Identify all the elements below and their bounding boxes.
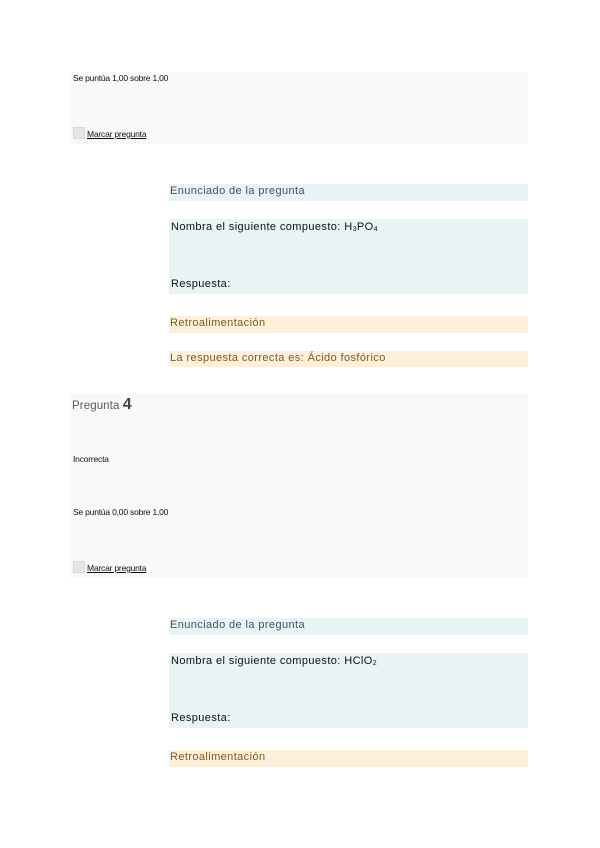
question-4-formula-part: HClO: [344, 655, 373, 667]
question-4-label: Pregunta: [72, 400, 120, 412]
flag-checkbox-icon[interactable]: [73, 561, 85, 573]
question-4-number: [72, 396, 132, 414]
question-3-stem-heading: Enunciado de la pregunta: [169, 184, 528, 201]
flag-question-link[interactable]: Marcar pregunta: [87, 129, 147, 139]
flag-question-link[interactable]: Marcar pregunta: [87, 563, 147, 573]
question-3-text: [171, 221, 378, 233]
question-4-stem-heading: Enunciado de la pregunta: [169, 618, 528, 635]
question-3-correct-answer: La respuesta correcta es: Ácido fosfórico: [169, 351, 528, 367]
question-3-formula-subscript: 3: [352, 226, 357, 233]
question-3-formula-part: PO: [356, 221, 374, 233]
question-4-info: [71, 393, 528, 578]
question-4-grade: Se puntúa 0,00 sobre 1,00: [73, 507, 169, 517]
question-3-formula-subscript: 4: [373, 226, 378, 233]
question-3-info: [71, 72, 528, 144]
question-4-formula-subscript: 2: [372, 660, 378, 667]
question-4-feedback-heading: Retroalimentación: [169, 750, 528, 767]
question-3-flag[interactable]: [73, 127, 146, 139]
flag-checkbox-icon[interactable]: [73, 127, 85, 139]
question-4-flag[interactable]: [73, 561, 146, 573]
question-4-state: Incorrecta: [73, 454, 109, 464]
question-3-prefix: Nombra el siguiente compuesto:: [171, 221, 345, 233]
question-3-formula-part: H: [344, 221, 353, 233]
question-3-answer-label: Respuesta:: [171, 278, 231, 290]
question-4-content: [169, 653, 528, 728]
question-4-answer-label: Respuesta:: [171, 712, 231, 724]
question-3-grade: Se puntúa 1,00 sobre 1,00: [73, 73, 169, 83]
question-3-feedback-heading: Retroalimentación: [169, 316, 528, 333]
question-4-text: [171, 655, 377, 667]
question-4-prefix: Nombra el siguiente compuesto:: [171, 655, 345, 667]
question-4-number-value: 4: [122, 396, 132, 413]
question-3-content: [169, 219, 528, 294]
